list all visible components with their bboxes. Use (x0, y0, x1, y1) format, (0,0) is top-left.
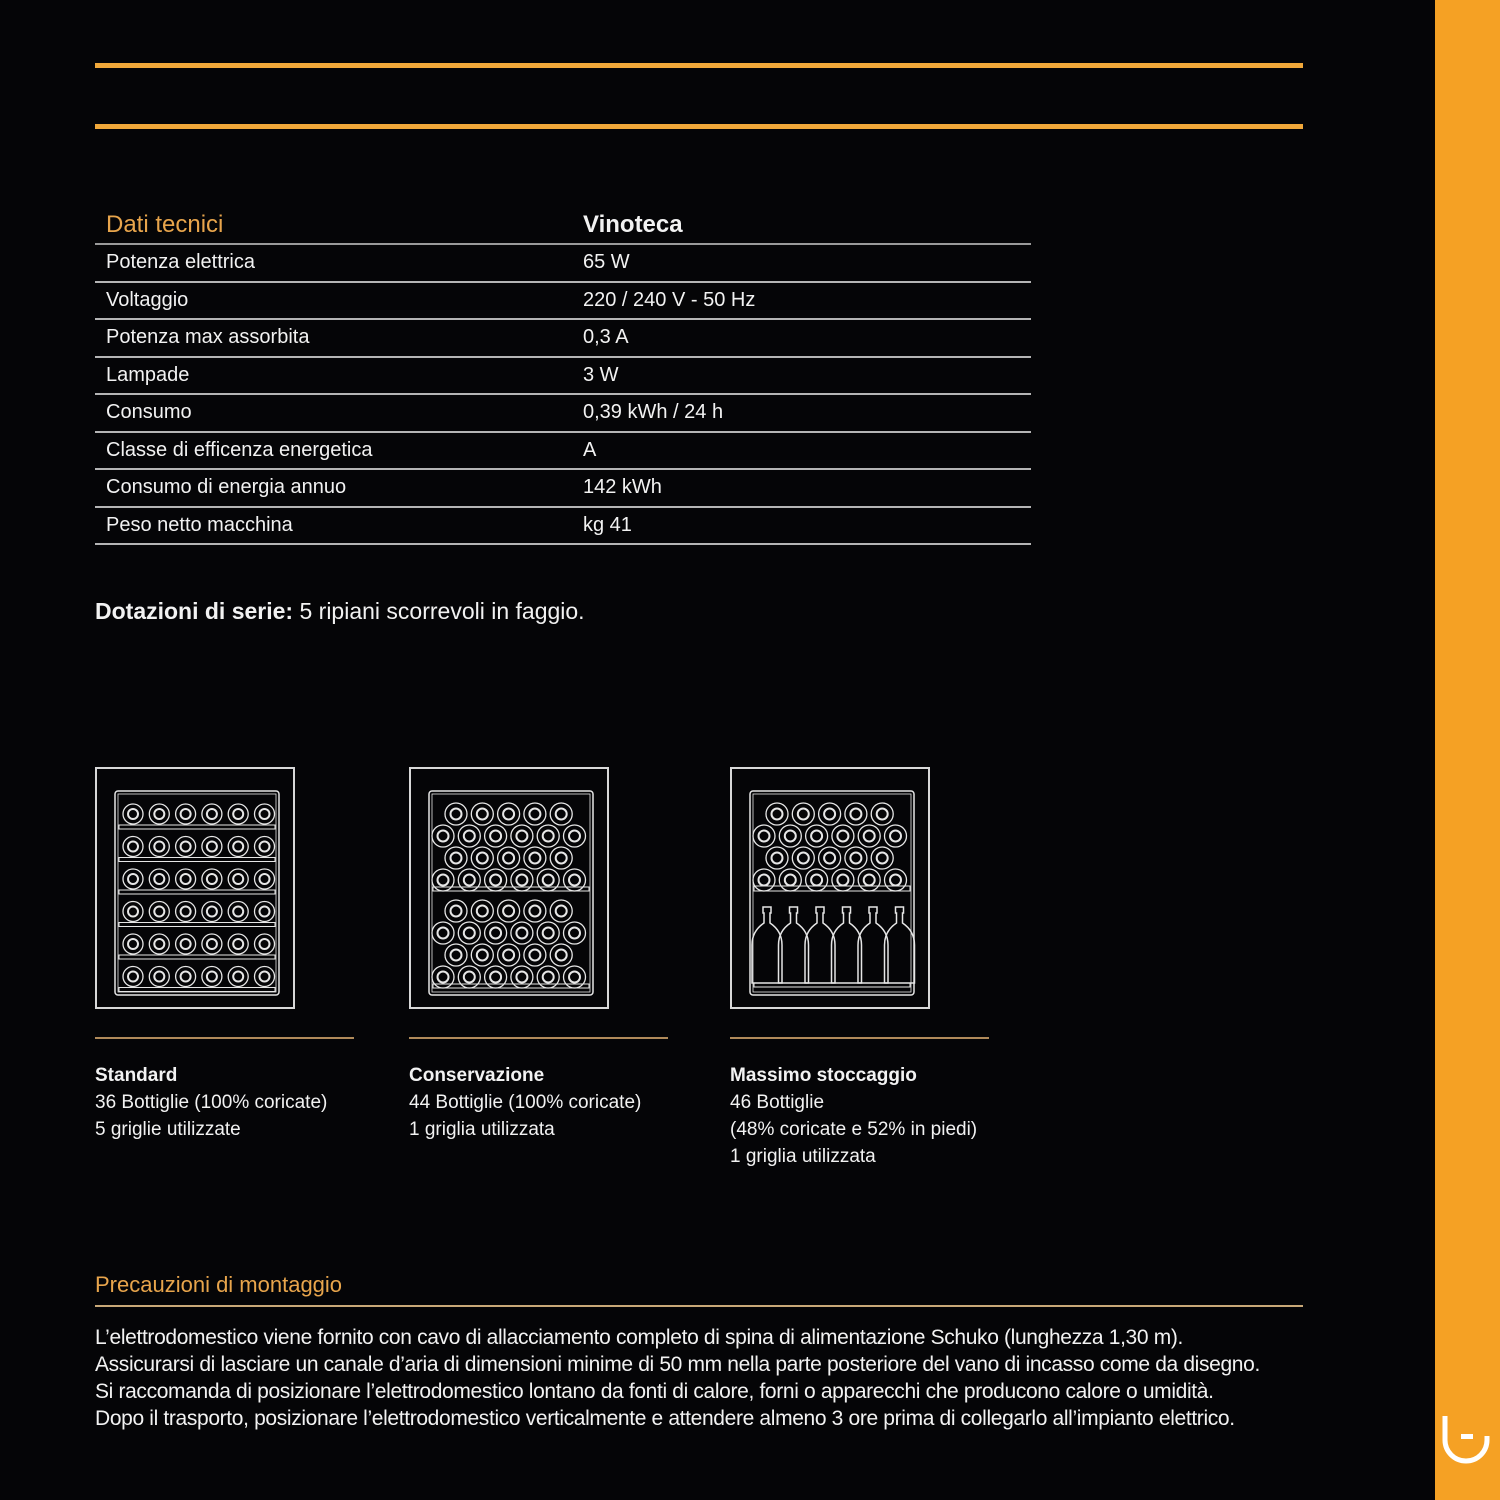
precaution-line: L’elettrodomestico viene fornito con cavo di allacciamento completo di spina di alimentazione Schuko (lunghezza 1,30 m). (95, 1326, 1183, 1349)
config-divider (95, 1037, 354, 1039)
table-row (95, 395, 1031, 433)
table-row (95, 245, 1031, 283)
config-line: 44 Bottiglie (100% coricate) (409, 1092, 642, 1113)
config-max-storage (730, 767, 978, 1167)
config-line: 46 Bottiglie (730, 1092, 825, 1113)
spec-value: kg 41 (583, 513, 632, 536)
spec-label: Potenza max assorbita (106, 326, 310, 349)
table-row (95, 508, 1031, 546)
config-divider (409, 1037, 668, 1039)
standard-equipment (95, 598, 585, 625)
spec-label: Peso netto macchina (106, 513, 293, 536)
config-divider (730, 1037, 989, 1039)
spec-value: 220 / 240 V - 50 Hz (583, 288, 756, 311)
precautions-divider (95, 1305, 1303, 1307)
spec-label: Consumo di energia annuo (106, 476, 347, 499)
spec-value: 3 W (583, 363, 619, 386)
brand-logo-icon (1441, 1412, 1491, 1464)
spec-label: Classe di efficenza energetica (106, 438, 373, 461)
spec-label: Potenza elettrica (106, 251, 255, 274)
top-divider (95, 63, 1303, 68)
top-divider-2 (95, 124, 1303, 129)
table-row (95, 358, 1031, 396)
table-row (95, 470, 1031, 508)
orange-side-band (1435, 0, 1500, 1500)
table-row (95, 283, 1031, 321)
config-title: Conservazione (409, 1065, 545, 1086)
wine-rack-conservation-icon (409, 767, 609, 1009)
config-standard (95, 767, 328, 1140)
standard-equipment-label: Dotazioni di serie: (95, 598, 294, 624)
spec-value: A (583, 438, 597, 461)
spec-header-value: Vinoteca (583, 211, 683, 238)
precaution-line: Si raccomanda di posizionare l’elettrodomestico lontano da fonti di calore, forni o apparecchi che producono calore o umidità. (95, 1380, 1214, 1403)
spec-value: 0,39 kWh / 24 h (583, 401, 724, 424)
spec-value: 65 W (583, 251, 630, 274)
config-line: 1 griglia utilizzata (730, 1146, 876, 1167)
config-title: Massimo stoccaggio (730, 1065, 917, 1086)
precaution-line: Dopo il trasporto, posizionare l’elettrodomestico verticalmente e attendere almeno 3 ore prima di collegarlo all’impianto elettrico. (95, 1407, 1235, 1430)
wine-rack-max-storage-icon (730, 767, 930, 1009)
config-line: (48% coricate e 52% in piedi) (730, 1119, 978, 1140)
table-row (95, 320, 1031, 358)
precaution-line: Assicurarsi di lasciare un canale d’aria di dimensioni minime di 50 mm nella parte posteriore del vano di incasso come da disegno. (95, 1353, 1260, 1376)
spec-value: 0,3 A (583, 326, 629, 349)
config-conservation (409, 767, 642, 1140)
precautions-title: Precauzioni di montaggio (95, 1272, 343, 1297)
spec-table (95, 205, 1031, 545)
spec-label: Consumo (106, 401, 192, 424)
wine-rack-standard-icon (95, 767, 295, 1009)
spec-label: Lampade (106, 363, 190, 386)
config-title: Standard (95, 1065, 178, 1086)
precautions-text (95, 1324, 1310, 1432)
spec-header-label: Dati tecnici (106, 211, 224, 238)
spec-table-header (95, 205, 1031, 245)
config-line: 5 griglie utilizzate (95, 1119, 241, 1140)
table-row (95, 433, 1031, 471)
config-line: 36 Bottiglie (100% coricate) (95, 1092, 328, 1113)
spec-value: 142 kWh (583, 476, 662, 499)
spec-label: Voltaggio (106, 288, 189, 311)
standard-equipment-text: 5 ripiani scorrevoli in faggio. (293, 598, 585, 624)
config-line: 1 griglia utilizzata (409, 1119, 555, 1140)
